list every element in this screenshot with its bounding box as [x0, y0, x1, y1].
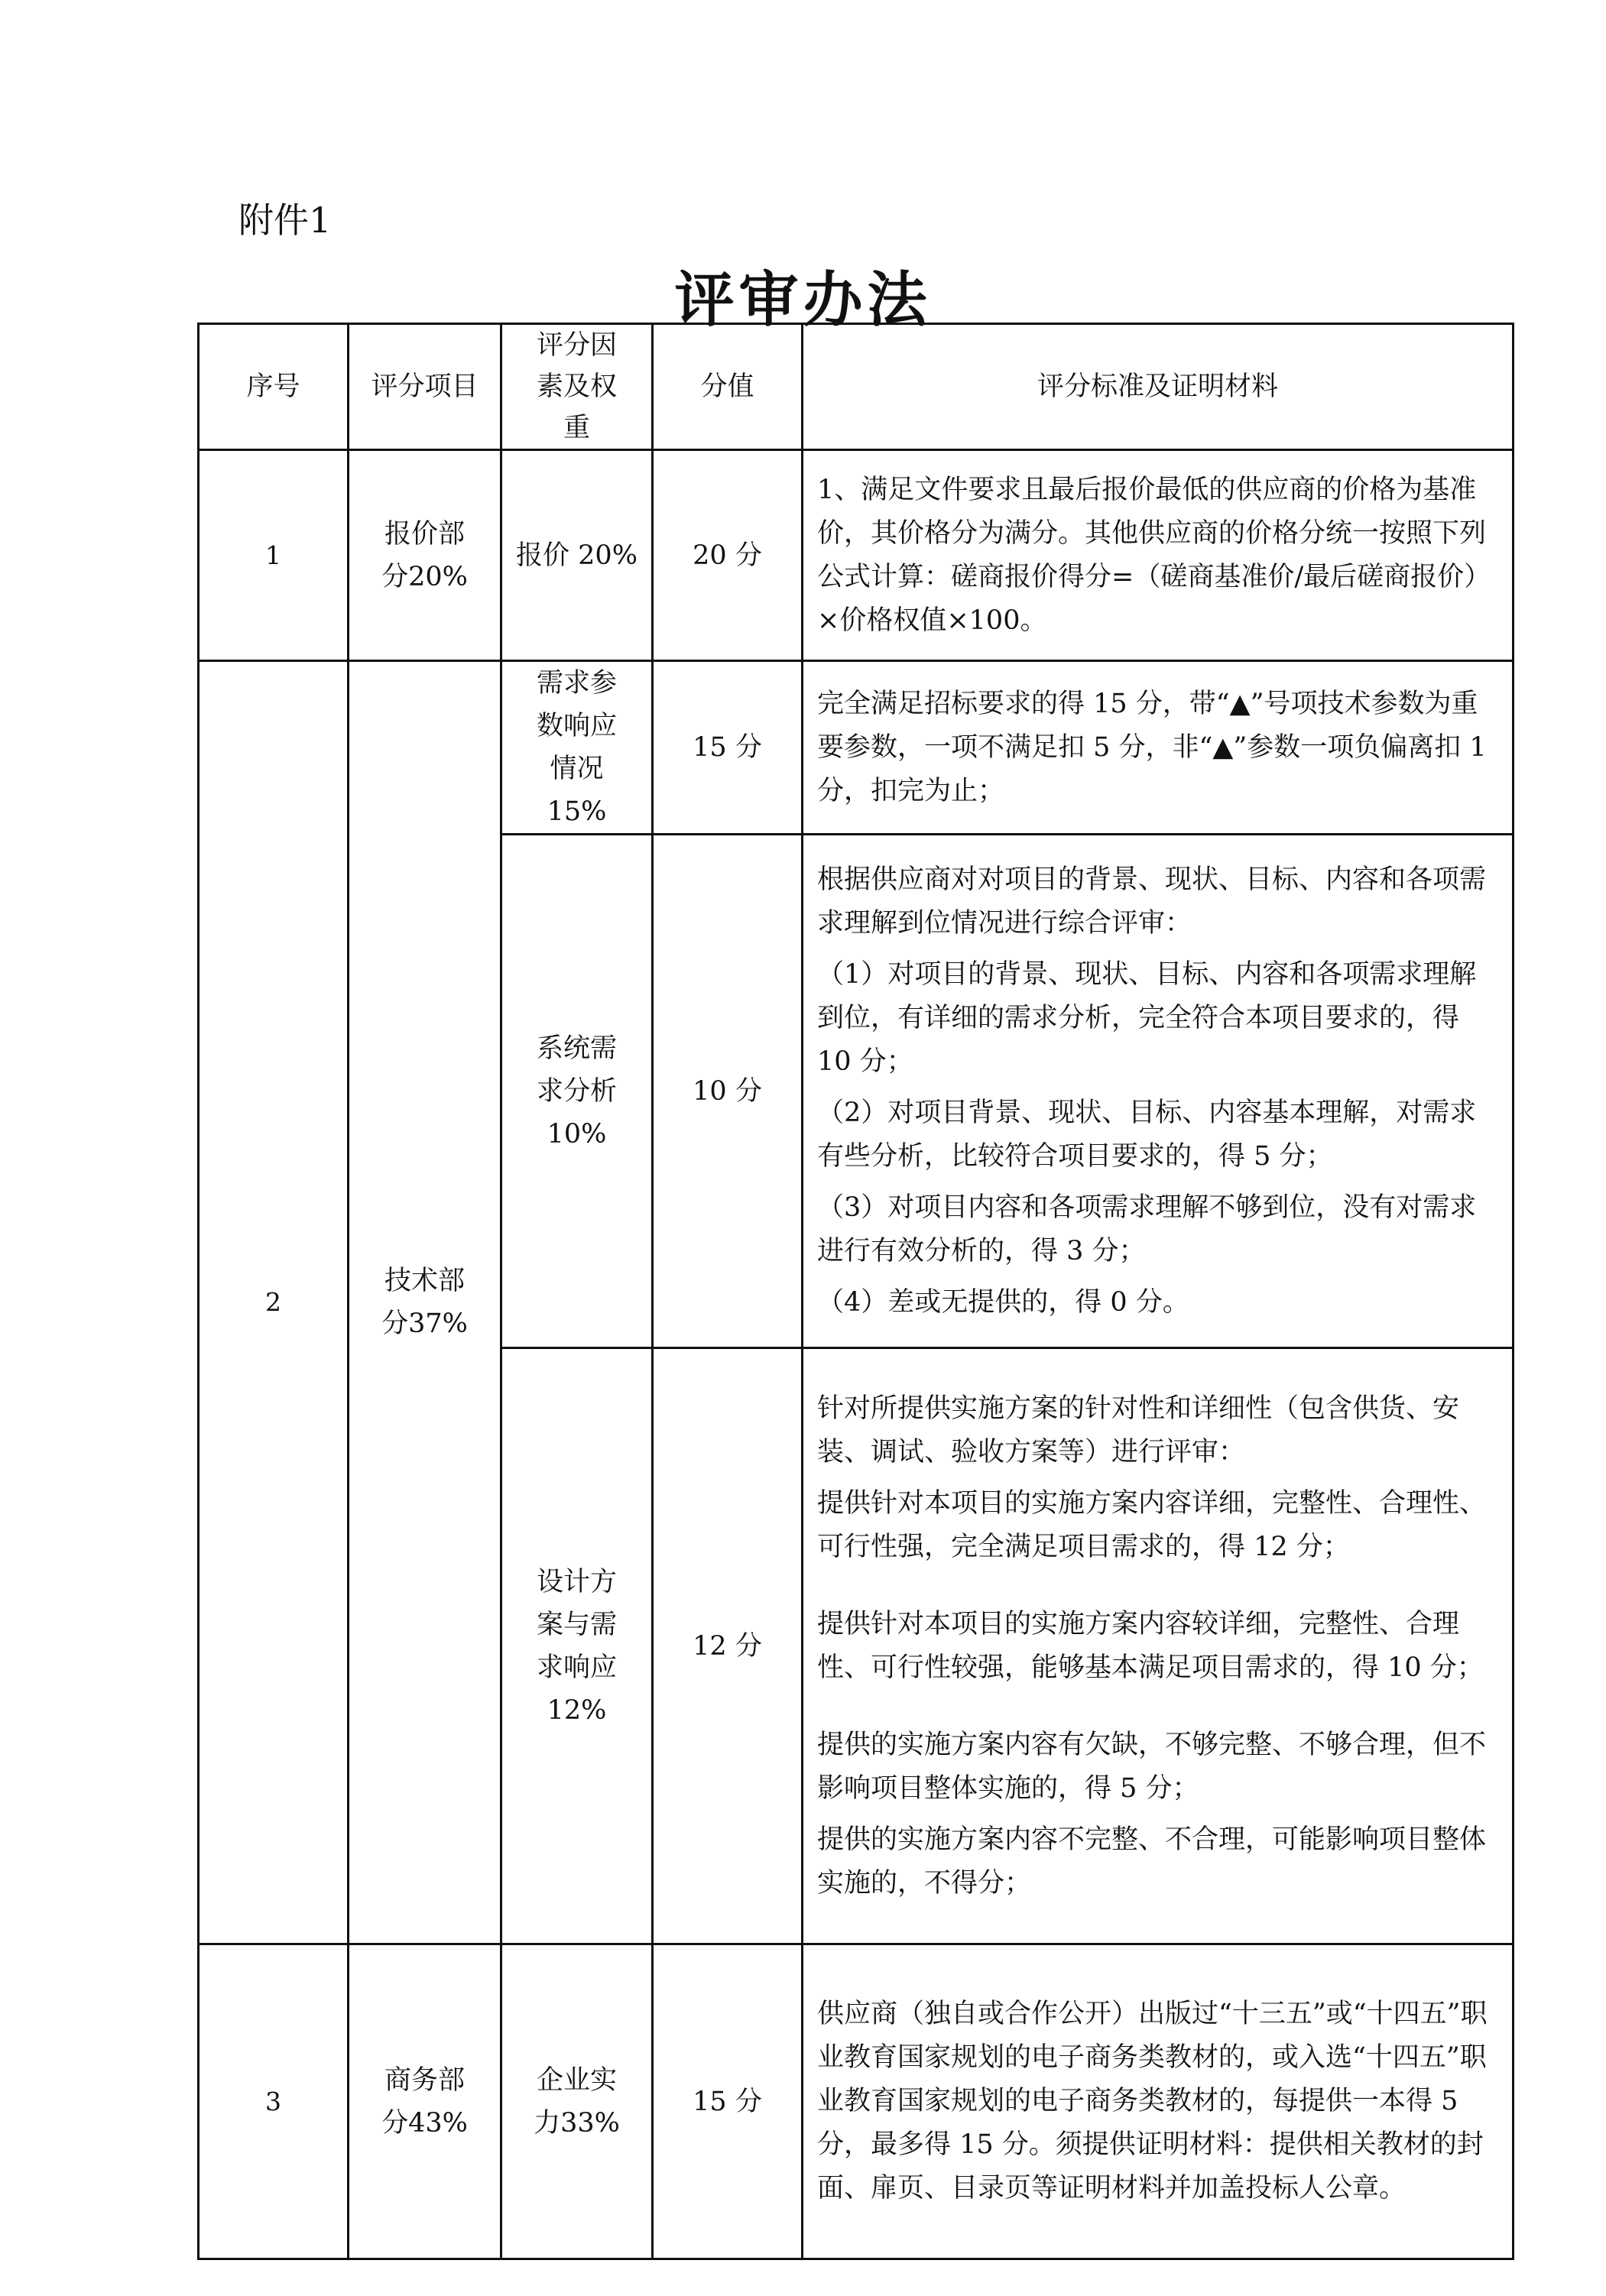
header-factor: 评分因素及权重 [501, 324, 653, 450]
header-seq: 序号 [199, 324, 349, 450]
row-factor: 企业实力33% [501, 1944, 653, 2259]
standard-paragraph: 完全满足招标要求的得 15 分，带“▲”号项技术参数为重要参数，一项不满足扣 5 分，非“▲”参数一项负偏离扣 1 分，扣完为止； [817, 688, 1487, 806]
row-standard [803, 1944, 1514, 2259]
standard-paragraph: 供应商（独自或合作公开）出版过“十三五”或“十四五”职业教育国家规划的电子商务类教材的，或入选“十四五”职业教育国家规划的电子商务类教材的，每提供一本得 5 分，最多得 15 分。须提供证明材料：提供相关教材的封面、扉页、目录页等证明材料并加盖投标人公章。 [817, 1999, 1488, 2204]
row-factor: 系统需求分析 10% [501, 835, 653, 1348]
standard-paragraph: （1）对项目的背景、现状、目标、内容和各项需求理解到位，有详细的需求分析，完全符合本项目要求的，得 10 分； [817, 958, 1477, 1077]
standard-paragraph: 提供的实施方案内容不完整、不合理，可能影响项目整体实施的，不得分； [817, 1824, 1487, 1899]
standard-paragraph: （3）对项目内容和各项需求理解不够到位，没有对需求进行有效分析的，得 3 分； [817, 1192, 1477, 1266]
row-score: 15 分 [653, 1944, 803, 2259]
row-standard [803, 835, 1514, 1348]
standard-paragraph: 提供针对本项目的实施方案内容详细，完整性、合理性、可行性强，完全满足项目需求的，得 12 分； [817, 1487, 1487, 1562]
row-factor: 需求参数响应情况15% [501, 661, 653, 835]
row-seq: 2 [199, 661, 349, 1944]
table-header-row [199, 324, 1514, 450]
standard-paragraph: 针对所提供实施方案的针对性和详细性（包含供货、安装、调试、验收方案等）进行评审： [817, 1393, 1460, 1467]
standard-paragraph: （4）差或无提供的，得 0 分。 [817, 1286, 1189, 1318]
attachment-label: 附件1 [238, 199, 332, 241]
row-score: 12 分 [653, 1348, 803, 1944]
row-standard [803, 661, 1514, 835]
standard-paragraph: 1、满足文件要求且最后报价最低的供应商的价格为基准价，其价格分为满分。其他供应商的价格分统一按照下列公式计算：磋商报价得分=（磋商基准价/最后磋商报价）×价格权值×100。 [817, 474, 1491, 636]
row-seq: 3 [199, 1944, 349, 2259]
evaluation-table [197, 323, 1514, 2260]
row-item: 技术部分37% [349, 661, 501, 1944]
header-item: 评分项目 [349, 324, 501, 450]
document-title: 评审办法 [674, 265, 932, 335]
row-score: 20 分 [653, 450, 803, 661]
row-seq: 1 [199, 450, 349, 661]
standard-paragraph: 提供针对本项目的实施方案内容较详细，完整性、合理性、可行性较强，能够基本满足项目需求的，得 10 分； [817, 1608, 1484, 1683]
row-score: 15 分 [653, 661, 803, 835]
header-standard: 评分标准及证明材料 [803, 324, 1514, 450]
standard-paragraph: （2）对项目背景、现状、目标、内容基本理解，对需求有些分析，比较符合项目要求的，得 5 分； [817, 1097, 1477, 1172]
table-row [199, 1944, 1514, 2259]
standard-paragraph: 提供的实施方案内容有欠缺，不够完整、不够合理，但不影响项目整体实施的，得 5 分； [817, 1729, 1487, 1804]
header-score: 分值 [653, 324, 803, 450]
table-row [199, 450, 1514, 661]
table-row [199, 661, 1514, 835]
row-score: 10 分 [653, 835, 803, 1348]
row-standard [803, 450, 1514, 661]
standard-paragraph: 根据供应商对对项目的背景、现状、目标、内容和各项需求理解到位情况进行综合评审： [817, 864, 1487, 939]
row-item: 报价部分20% [349, 450, 501, 661]
row-factor: 报价 20% [501, 450, 653, 661]
row-standard [803, 1348, 1514, 1944]
row-factor: 设计方案与需求响应 12% [501, 1348, 653, 1944]
row-item: 商务部分43% [349, 1944, 501, 2259]
